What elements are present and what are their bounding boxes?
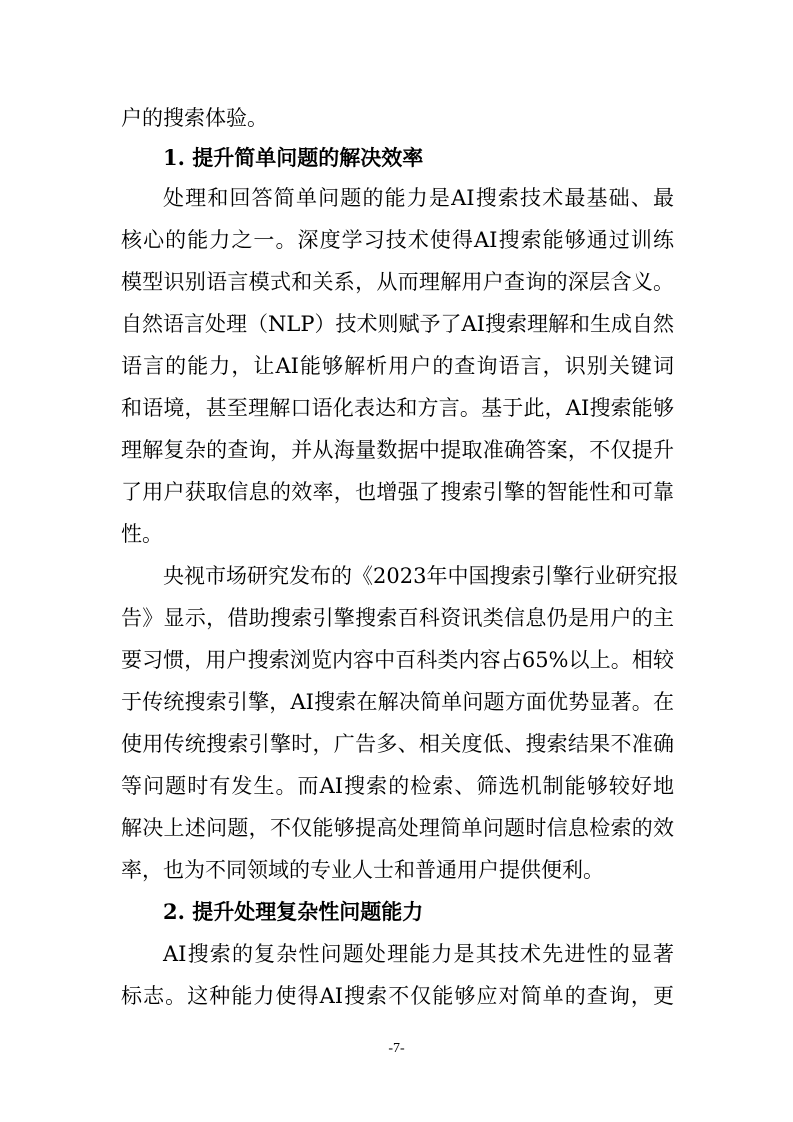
paragraph-line: 自然语言处理（NLP）技术则赋予了AI搜索理解和生成自然 (121, 312, 674, 336)
paragraph-line: 等问题时有发生。而AI搜索的检索、筛选机制能够较好地 (121, 774, 674, 798)
paragraph-line: 标志。这种能力使得AI搜索不仅能够应对简单的查询，更 (121, 984, 674, 1008)
paragraph-line: AI搜索的复杂性问题处理能力是其技术先进性的显著 (163, 942, 674, 966)
paragraph-line: 告》显示，借助搜索引擎搜索百科资讯类信息仍是用户的主 (121, 606, 674, 630)
paragraph-line: 性。 (121, 522, 163, 546)
paragraph-line: 语言的能力，让AI能够解析用户的查询语言，识别关键词 (121, 354, 674, 378)
paragraph-line: 理解复杂的查询，并从海量数据中提取准确答案，不仅提升 (121, 438, 674, 462)
paragraph-line: 了用户获取信息的效率，也增强了搜索引擎的智能性和可靠 (121, 480, 674, 504)
paragraph-line: 和语境，甚至理解口语化表达和方言。基于此，AI搜索能够 (121, 396, 674, 420)
paragraph-line: 核心的能力之一。深度学习技术使得AI搜索能够通过训练 (121, 228, 674, 252)
section-heading: 2. 提升处理复杂性问题能力 (163, 899, 424, 924)
section-heading: 1. 提升简单问题的解决效率 (163, 145, 424, 170)
paragraph-line: 户的搜索体验。 (121, 106, 268, 130)
paragraph-line: 解决上述问题，不仅能够提高处理简单问题时信息检索的效 (121, 816, 674, 840)
paragraph-line: 使用传统搜索引擎时，广告多、相关度低、搜索结果不准确 (121, 732, 674, 756)
paragraph-line: 于传统搜索引擎，AI搜索在解决简单问题方面优势显著。在 (121, 690, 674, 714)
page-number: -7- (388, 1041, 405, 1056)
paragraph-line: 模型识别语言模式和关系，从而理解用户查询的深层含义。 (121, 270, 674, 294)
paragraph-line: 央视市场研究发布的《2023年中国搜索引擎行业研究报 (163, 564, 679, 588)
paragraph-line: 率，也为不同领域的专业人士和普通用户提供便利。 (121, 858, 604, 882)
paragraph-line: 要习惯，用户搜索浏览内容中百科类内容占65%以上。相较 (121, 648, 674, 672)
paragraph-line: 处理和回答简单问题的能力是AI搜索技术最基础、最 (163, 186, 674, 210)
